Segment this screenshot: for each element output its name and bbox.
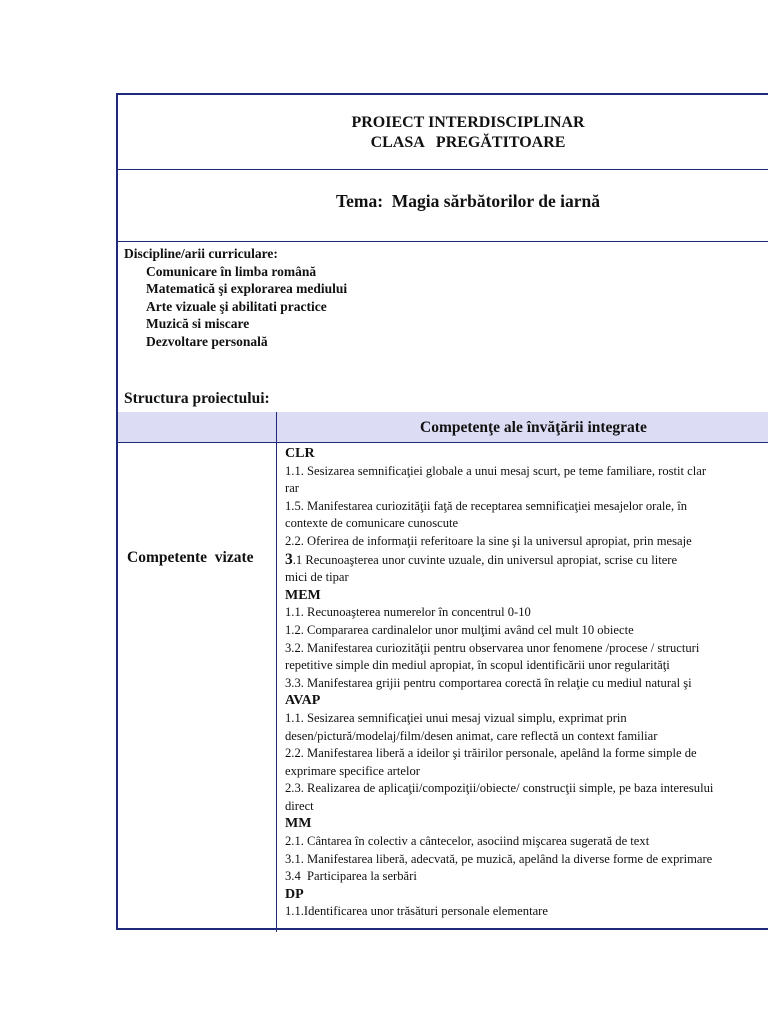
disciplines-label: Discipline/arii curriculare:: [124, 246, 278, 261]
competence-line: 2.2. Oferirea de informaţii referitoare la sine şi la universul apropiat, prin mesaje: [285, 533, 692, 548]
section-title-avap: AVAP: [285, 693, 321, 709]
competence-line: contexte de comunicare cunoscute: [285, 516, 459, 531]
column-header: Competenţe ale învăţării integrate: [420, 419, 647, 436]
disciplines-section: [124, 245, 347, 350]
theme-title: Tema: Magia sărbătorilor de iarnă: [336, 191, 600, 211]
competence-line: [285, 551, 768, 570]
table-column-divider: [276, 412, 277, 932]
competence-line: mici de tipar: [285, 570, 349, 585]
section-title-dp: DP: [285, 886, 304, 902]
discipline-item: Dezvoltare personală: [146, 333, 268, 349]
discipline-item: Matematică şi explorarea mediului: [146, 281, 348, 296]
project-title: [118, 113, 768, 153]
competence-line: 2.2. Manifestarea liberă a ideilor şi trăirilor personale, apelând la forme simple de: [285, 746, 697, 761]
section-title-clr: CLR: [285, 446, 315, 461]
competence-line: 2.1. Cântarea în colectiv a cântecelor, asociind mişcarea sugerată de text: [285, 834, 650, 849]
divider: [118, 241, 768, 242]
title-line-1: PROIECT INTERDISCIPLINAR: [351, 114, 585, 131]
competence-line: exprimare specifice artelor: [285, 763, 420, 778]
competence-line: 2.3. Realizarea de aplicaţii/compoziţii/obiecte/ construcţii simple, pe baza interesului: [285, 781, 714, 796]
competences-list: [285, 445, 768, 921]
competence-line: 3.2. Manifestarea curiozităţii pentru observarea unor fenomene /procese / structuri: [285, 640, 700, 655]
discipline-item: Comunicare în limba română: [146, 263, 317, 279]
competence-line: desen/pictură/modelaj/film/desen animat, care reflectă un context familiar: [285, 728, 658, 743]
discipline-item: Arte vizuale şi abilitati practice: [146, 298, 327, 314]
competence-line: 1.1. Sesizarea semnificaţiei globale a unui mesaj scurt, pe teme familiare, rostit clar: [285, 463, 707, 478]
competence-line: 3.1. Manifestarea liberă, adecvată, pe muzică, apelând la diverse forme de exprimare: [285, 851, 713, 866]
competence-line: 1.2. Compararea cardinalelor unor mulţimi având cel mult 10 obiecte: [285, 622, 634, 637]
competence-text: .1 Recunoaşterea unor cuvinte uzuale, din universul apropiat, scrise cu litere: [292, 552, 678, 567]
competence-line: rar: [285, 481, 299, 496]
competence-line: 1.5. Manifestarea curiozităţii faţă de receptarea semnificaţiei mesajelor orale, în: [285, 498, 688, 513]
discipline-item: Muzică si miscare: [146, 316, 250, 331]
section-title-mem: MEM: [285, 587, 321, 603]
section-title-mm: MM: [285, 816, 312, 832]
title-line-2: CLASA PREGĂTITOARE: [370, 134, 566, 151]
competence-line: 3.4 Participarea la serbări: [285, 869, 417, 884]
competence-number: 3: [285, 550, 293, 568]
row-label: Competente vizate: [127, 549, 254, 566]
table-header-border: [118, 442, 768, 443]
competence-line: 3.3. Manifestarea grijii pentru comportarea corectă în relaţie cu mediul natural şi: [285, 675, 692, 690]
competence-line: direct: [285, 798, 314, 813]
competence-line: repetitive simple din mediul apropiat, în scopul identificării unor regularităţi: [285, 658, 670, 673]
document-page: [116, 93, 768, 930]
competence-line: 1.1. Recunoaşterea numerelor în concentrul 0-10: [285, 605, 531, 620]
divider: [118, 169, 768, 170]
structure-label: Structura proiectului:: [124, 390, 270, 407]
competence-line: 1.1. Sesizarea semnificaţiei unui mesaj vizual simplu, exprimat prin: [285, 710, 627, 725]
competence-line: 1.1.Identificarea unor trăsături personale elementare: [285, 904, 548, 919]
